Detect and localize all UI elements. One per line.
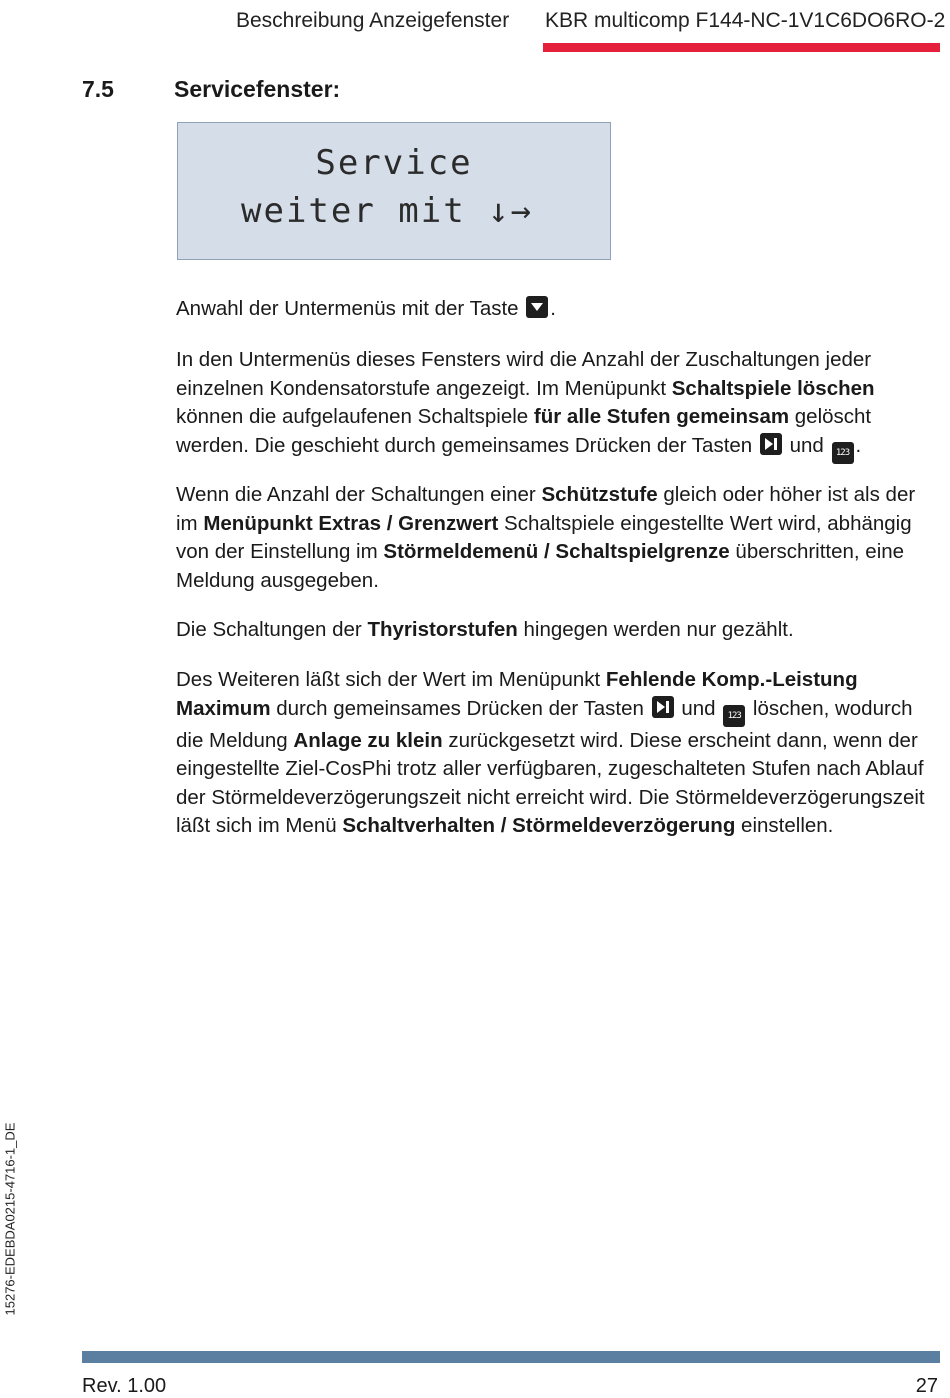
document-code: 15276-EDEBDA0215-4716-1_DE	[2, 1122, 18, 1316]
paragraph-missing-power: Des Weiteren läßt sich der Wert im Menüpunkt Fehlende Komp.-Leistung Maximum durch gemeinsames Drücken der Tasten und 123 löschen, wodurch die Meldung Anlage zu klein zurückgesetzt wird. Diese erscheint dann, wenn der eingestellte Ziel-CosPhi trotz aller verfügbaren, zugeschalteten Stufen nach Ablauf der Störmeldeverzögerungszeit nicht erreicht wird. Die Störmeldeverzögerungszeit läßt sich im Menü Schaltverhalten / Störmeldeverzögerung einstellen.	[176, 668, 925, 837]
section-title: Servicefenster:	[174, 76, 341, 102]
next-key-icon	[652, 696, 674, 718]
paragraph-contactor-limit: Wenn die Anzahl der Schaltungen einer Schützstufe gleich oder höher ist als der im Menüpunkt Extras / Grenzwert Schaltspiele eingestellte Wert wird, abhängig von der Einstellung im Störmeldemenü / Schaltspielgrenze überschritten, eine Meldung ausgegeben.	[176, 483, 916, 592]
lcd-display	[177, 122, 611, 260]
header-section-title: Beschreibung Anzeigefenster	[236, 9, 510, 32]
next-key-icon	[760, 433, 782, 455]
page-number: 27	[915, 1375, 938, 1397]
lcd-line-2: weiter mit ↓→	[241, 191, 534, 231]
down-key-icon	[526, 296, 548, 318]
footer-bar	[82, 1351, 940, 1363]
header-product-name: KBR multicomp F144-NC-1V1C6DO6RO-2	[545, 9, 946, 32]
footer-revision: Rev. 1.00	[82, 1375, 167, 1397]
number-key-icon: 123	[723, 705, 745, 727]
section-number: 7.5	[82, 76, 114, 102]
paragraph-submenu-select: Anwahl der Untermenüs mit der Taste .	[176, 297, 556, 320]
header-accent-bar	[543, 43, 940, 52]
number-key-icon: 123	[832, 442, 854, 464]
lcd-line-1: Service	[315, 143, 473, 183]
paragraph-switching-counts: In den Untermenüs dieses Fensters wird die Anzahl der Zuschaltungen jeder einzelnen Kondensatorstufe angezeigt. Im Menüpunkt Schaltspiele löschen können die aufgelaufenen Schaltspiele für alle Stufen gemeinsam gelöscht werden. Die geschieht durch gemeinsames Drücken der Tasten und 123 .	[176, 346, 940, 464]
paragraph-thyristor: Die Schaltungen der Thyristorstufen hingegen werden nur gezählt.	[176, 618, 794, 641]
